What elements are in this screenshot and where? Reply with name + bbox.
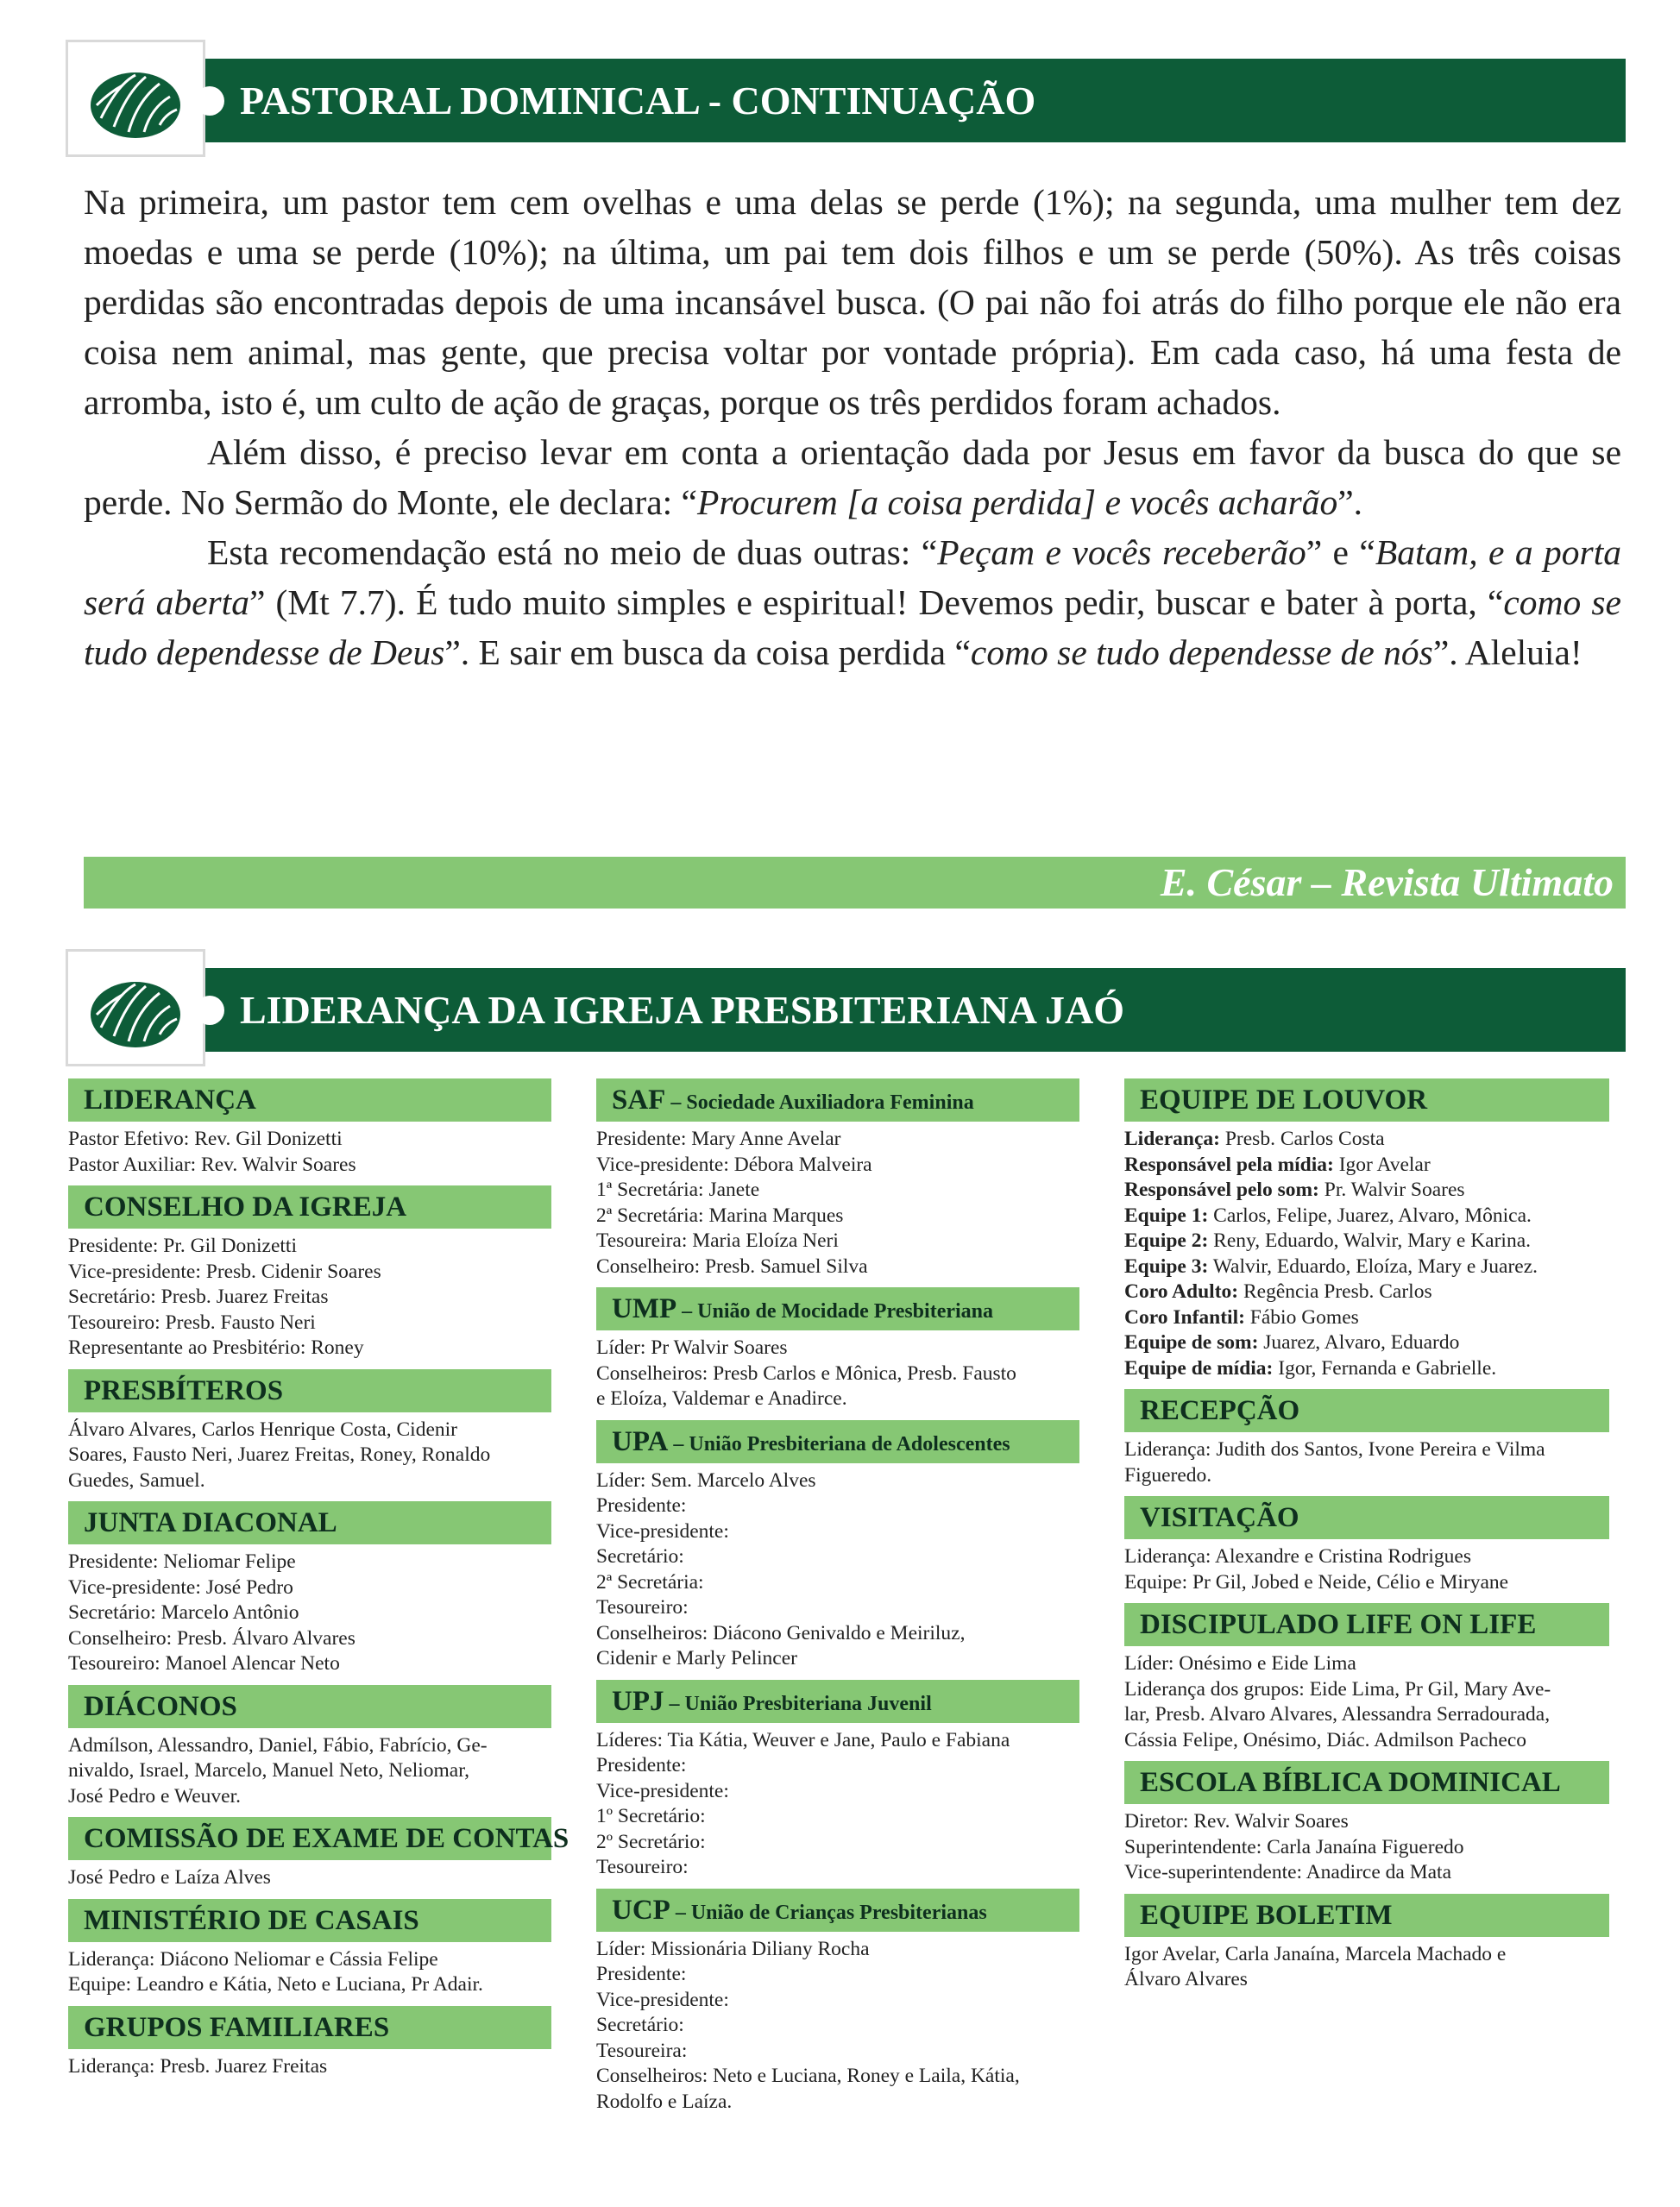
content-line: Presidente: Neliomar Felipe (68, 1550, 296, 1573)
content-line: Representante ao Presbitério: Roney (68, 1336, 364, 1359)
section-heading-subtitle: – União Presbiteriana de Adolescentes (673, 1432, 1010, 1456)
section-heading-title: RECEPÇÃO (1140, 1395, 1300, 1426)
content-line: Líder: Pr Walvir Soares (596, 1336, 788, 1359)
content-line: 2ª Secretária: Marina Marques (596, 1204, 844, 1227)
content-line: Superintendente: Carla Janaína Figueredo (1124, 1835, 1464, 1858)
content-line: Presidente: Mary Anne Avelar (596, 1128, 841, 1150)
section-heading-title: JUNTA DIACONAL (84, 1507, 337, 1538)
content-line: Diretor: Rev. Walvir Soares (1124, 1810, 1349, 1833)
item-key: Coro Adulto: (1124, 1280, 1239, 1303)
section-ump (596, 1287, 1079, 1412)
section-header-pastoral (66, 40, 1626, 157)
item-key: Responsável pela mídia: (1124, 1153, 1334, 1176)
content-line: Presidente: Pr. Gil Donizetti (68, 1235, 297, 1257)
content-line: Figueredo. (1124, 1463, 1212, 1487)
item-value: Igor, Fernanda e Gabrielle. (1278, 1356, 1497, 1380)
content-line: Tesoureiro: Presb. Fausto Neri (68, 1311, 316, 1334)
item-key: Responsável pelo som: (1124, 1179, 1319, 1201)
item-value: Walvir, Eduardo, Eloíza, Mary e Juarez. (1212, 1254, 1538, 1278)
section-content (1124, 1809, 1609, 1886)
content-line: Conselheiros: Neto e Luciana, Roney e Laila, Kátia, (596, 2065, 1020, 2087)
section-heading-title: PRESBÍTEROS (84, 1374, 284, 1406)
item-value: Regência Presb. Carlos (1243, 1280, 1432, 1303)
section-content (596, 1937, 1079, 2116)
section-heading-title: UPJ (612, 1685, 664, 1717)
section-heading-title: SAF (612, 1085, 666, 1116)
content-line: Tesoureiro: Manoel Alencar Neto (68, 1652, 340, 1675)
section-heading-title: CONSELHO DA IGREJA (84, 1192, 407, 1223)
section-content (1124, 1942, 1609, 1993)
quote: Peçam e vocês receberão (937, 532, 1306, 572)
section-heading (596, 1889, 1079, 1932)
section-heading-title: LIDERANÇA (84, 1085, 256, 1116)
item-value: Pr. Walvir Soares (1324, 1179, 1465, 1201)
quote: Batam, e a porta será aberta (84, 532, 1621, 622)
section-title: PASTORAL DOMINICAL - CONTINUAÇÃO (240, 79, 1036, 123)
section-content (68, 2054, 551, 2080)
content-line: Vice-presidente: José Pedro (68, 1575, 293, 1599)
section-content (68, 1418, 551, 1494)
paragraph-1: Na primeira, um pastor tem cem ovelhas e uma delas se perde (1%); na segunda, uma mulher tem dez moedas e uma se perde (10%); na última, um pai tem dois filhos e um se perde (50%). As três coisas perdidas são encontradas depois de uma incansável busca. (O pai não foi atrás do filho porque ele não era coisa nem animal, mas gente, que precisa voltar por vontade própria). Em cada caso, há uma festa de arromba, isto é, um culto de ação de graças, porque os três perdidos foram achados. (84, 182, 1621, 422)
section-content (68, 1550, 551, 1677)
section-heading (68, 1369, 551, 1412)
section-heading (68, 1185, 551, 1229)
content-line: 1º Secretário: (596, 1805, 706, 1827)
content-line: Cidenir e Marly Pelincer (596, 1647, 797, 1669)
content-line: Soares, Fausto Neri, Juarez Freitas, Roney, Ronaldo (68, 1443, 491, 1466)
content-line: Equipe: Pr Gil, Jobed e Neide, Célio e Miryane (1124, 1570, 1509, 1594)
section-heading (1124, 1603, 1609, 1646)
content-line: Líderes: Tia Kátia, Weuver e Jane, Paulo e Fabiana (596, 1728, 1010, 1751)
section-heading (1124, 1496, 1609, 1539)
item-key: Coro Infantil: (1124, 1305, 1245, 1329)
content-line: Rodolfo e Laíza. (596, 2090, 733, 2113)
content-line: e Eloíza, Valdemar e Anadirce. (596, 1387, 847, 1410)
content-line (1124, 1330, 1609, 1356)
section-heading (68, 1685, 551, 1728)
content-line: Vice-presidente: (596, 1988, 729, 2011)
section-heading-title: GRUPOS FAMILIARES (84, 2011, 390, 2043)
content-line: Conselheiros: Presb Carlos e Mônica, Presb. Fausto (596, 1361, 1016, 1385)
content-line (1124, 1178, 1609, 1204)
quote: como se tudo dependesse de nós (970, 632, 1433, 672)
content-line: Tesoureira: (596, 2039, 688, 2062)
item-key: Liderança: (1124, 1128, 1220, 1150)
section-heading (1124, 1894, 1609, 1937)
section-presbiteros (68, 1369, 551, 1494)
section-heading (68, 1817, 569, 1860)
content-line (1124, 1305, 1609, 1331)
section-heading-title: COMISSÃO DE EXAME DE CONTAS (84, 1823, 569, 1854)
section-content (596, 1468, 1079, 1672)
section-heading-title: DIÁCONOS (84, 1690, 237, 1722)
column-1 (68, 1078, 569, 2087)
section-escola-biblica-dominical (1124, 1761, 1609, 1886)
content-line: Líder: Missionária Diliany Rocha (596, 1937, 870, 1960)
content-line: Álvaro Alvares, Carlos Henrique Costa, Cidenir (68, 1418, 457, 1441)
section-heading-subtitle: – União Presbiteriana Juvenil (669, 1692, 932, 1715)
header-notch (195, 86, 224, 116)
section-title: LIDERANÇA DA IGREJA PRESBITERIANA JAÓ (240, 988, 1124, 1032)
section-content (68, 1947, 551, 1998)
section-heading-title: MINISTÉRIO DE CASAIS (84, 1904, 419, 1936)
section-heading-title: UCP (612, 1894, 670, 1926)
content-line: Equipe: Leandro e Kátia, Neto e Luciana, Pr Adair. (68, 1973, 483, 1996)
section-heading (68, 1078, 551, 1122)
content-line: Conselheiro: Presb. Álvaro Alvares (68, 1626, 356, 1650)
content-line: Vice-presidente: Presb. Cidenir Soares (68, 1260, 381, 1283)
section-content (68, 1733, 551, 1810)
section-heading-title: UMP (612, 1293, 677, 1324)
item-key: Equipe de som: (1124, 1331, 1259, 1354)
content-line (1124, 1254, 1609, 1280)
content-line: 1ª Secretária: Janete (596, 1179, 760, 1201)
item-value: Presb. Carlos Costa (1224, 1128, 1385, 1150)
content-line: Liderança: Presb. Juarez Freitas (68, 2054, 328, 2078)
item-value: Juarez, Alvaro, Eduardo (1263, 1331, 1460, 1354)
content-line (1124, 1229, 1609, 1254)
article-body (84, 177, 1621, 677)
section-heading (596, 1078, 1079, 1122)
section-content (596, 1127, 1079, 1280)
section-heading-title: EQUIPE DE LOUVOR (1140, 1085, 1428, 1116)
section-lideranca (68, 1078, 551, 1178)
section-content (68, 1865, 551, 1891)
logo-frame (66, 40, 205, 157)
section-visitacao (1124, 1496, 1609, 1595)
section-content (596, 1336, 1079, 1412)
content-line: Líder: Onésimo e Eide Lima (1124, 1652, 1356, 1675)
content-line: Secretário: Marcelo Antônio (68, 1601, 299, 1624)
item-value: Fábio Gomes (1249, 1305, 1359, 1329)
header-notch (195, 996, 224, 1025)
item-key: Equipe 3: (1124, 1254, 1209, 1278)
item-value: Carlos, Felipe, Juarez, Alvaro, Mônica. (1213, 1204, 1532, 1227)
content-line: lar, Presb. Alvaro Alvares, Alessandra Serradourada, (1124, 1703, 1551, 1726)
section-saf (596, 1078, 1079, 1280)
content-line: Igor Avelar, Carla Janaína, Marcela Machado e (1124, 1942, 1507, 1965)
section-diaconos (68, 1685, 551, 1810)
author-credit: E. César – Revista Ultimato (1160, 860, 1614, 904)
quote: Procurem [a coisa perdida] e vocês acharão (696, 482, 1338, 522)
section-heading (68, 2006, 551, 2049)
content-line: Tesoureiro: (596, 1856, 689, 1878)
section-heading-title: EQUIPE BOLETIM (1140, 1899, 1393, 1931)
content-line: Cássia Felipe, Onésimo, Diác. Admilson Pacheco (1124, 1728, 1527, 1751)
content-line: Pastor Efetivo: Rev. Gil Donizetti (68, 1128, 343, 1150)
section-equipe-de-louvor (1124, 1078, 1609, 1381)
section-ucp (596, 1889, 1079, 2116)
section-heading (1124, 1389, 1609, 1432)
content-line: Secretário: (596, 1545, 684, 1568)
content-line: Pastor Auxiliar: Rev. Walvir Soares (68, 1153, 356, 1176)
content-line: Conselheiro: Presb. Samuel Silva (596, 1254, 868, 1278)
column-2 (596, 1078, 1079, 2122)
section-content (1124, 1651, 1609, 1753)
content-line: Vice-presidente: (596, 1779, 729, 1802)
content-line: Guedes, Samuel. (68, 1468, 205, 1492)
section-content (68, 1127, 551, 1178)
author-bar (84, 857, 1626, 909)
content-line: Vice-presidente: Débora Malveira (596, 1153, 872, 1176)
item-key: Equipe 1: (1124, 1204, 1209, 1227)
section-grupos-familiares (68, 2006, 551, 2080)
bush-logo-icon (84, 58, 187, 144)
content-line (1124, 1127, 1609, 1153)
content-line: Presidente: (596, 1963, 687, 1985)
section-recepcao (1124, 1389, 1609, 1488)
section-heading-title: ESCOLA BÍBLICA DOMINICAL (1140, 1767, 1561, 1798)
content-line: Tesoureiro: (596, 1596, 689, 1619)
section-upj (596, 1680, 1079, 1881)
section-content (1124, 1437, 1609, 1488)
column-3 (1124, 1078, 1609, 2001)
section-heading (596, 1680, 1079, 1723)
section-heading-subtitle: – União de Mocidade Presbiteriana (682, 1300, 994, 1323)
content-line: nivaldo, Israel, Marcelo, Manuel Neto, Neliomar, (68, 1759, 469, 1782)
content-line: Vice-presidente: (596, 1519, 729, 1543)
content-line (1124, 1204, 1609, 1229)
content-line (1124, 1153, 1609, 1179)
section-heading-subtitle: – União de Crianças Presbiterianas (675, 1901, 987, 1924)
section-content (596, 1728, 1079, 1881)
section-heading (596, 1287, 1079, 1330)
content-line: Conselheiros: Diácono Genivaldo e Meiriluz, (596, 1621, 966, 1644)
section-heading (596, 1420, 1079, 1463)
content-line: Tesoureira: Maria Eloíza Neri (596, 1229, 839, 1252)
content-line: Liderança: Diácono Neliomar e Cássia Felipe (68, 1947, 438, 1971)
content-line: Liderança: Judith dos Santos, Ivone Pereira e Vilma (1124, 1438, 1545, 1461)
section-heading-title: VISITAÇÃO (1140, 1502, 1299, 1533)
section-header-lideranca (66, 949, 1626, 1066)
content-line: Presidente: (596, 1754, 687, 1776)
section-upa (596, 1420, 1079, 1672)
section-heading (1124, 1078, 1609, 1122)
content-line: Presidente: (596, 1494, 687, 1517)
section-content (1124, 1127, 1609, 1381)
item-value: Reny, Eduardo, Walvir, Mary e Karina. (1213, 1229, 1532, 1252)
section-comissao-de-exame-de-contas (68, 1817, 569, 1891)
content-line: Líder: Sem. Marcelo Alves (596, 1468, 816, 1492)
section-heading (1124, 1761, 1609, 1804)
content-line: José Pedro e Laíza Alves (68, 1866, 271, 1889)
content-line: Vice-superintendente: Anadirce da Mata (1124, 1861, 1451, 1883)
content-line: Álvaro Alvares (1124, 1968, 1248, 1990)
bush-logo-icon (84, 967, 187, 1053)
section-ministerio-de-casais (68, 1899, 551, 1998)
item-key: Equipe de mídia: (1124, 1356, 1274, 1380)
section-heading-subtitle: – Sociedade Auxiliadora Feminina (670, 1091, 974, 1114)
content-line: 2ª Secretária: (596, 1570, 704, 1594)
quote: como se tudo dependesse de Deus (84, 582, 1621, 672)
paragraph-2: Além disso, é preciso levar em conta a orientação dada por Jesus em favor da busca do que se perde. No Sermão do Monte, ele declara: “Procurem [a coisa perdida] e vocês acharão”. (84, 432, 1621, 522)
content-line (1124, 1280, 1609, 1305)
content-line: Secretário: (596, 2014, 684, 2036)
section-discipulado-life-on-life (1124, 1603, 1609, 1753)
content-line: José Pedro e Weuver. (68, 1784, 241, 1808)
section-equipe-boletim (1124, 1894, 1609, 1993)
item-key: Equipe 2: (1124, 1229, 1209, 1252)
logo-frame (66, 949, 205, 1066)
section-heading-title: DISCIPULADO LIFE ON LIFE (1140, 1609, 1537, 1640)
paragraph-3: Esta recomendação está no meio de duas outras: “Peçam e vocês receberão” e “Batam, e a porta será aberta” (Mt 7.7). É tudo muito simples e espiritual! Devemos pedir, buscar e bater à porta, “como se tudo dependesse de Deus”. E sair em busca da coisa perdida “como se tudo dependesse de nós”. Aleluia! (84, 532, 1621, 672)
section-content (1124, 1544, 1609, 1595)
section-content (68, 1234, 551, 1361)
content-line: Admílson, Alessandro, Daniel, Fábio, Fabrício, Ge- (68, 1733, 488, 1757)
section-junta-diaconal (68, 1501, 551, 1677)
content-line: Liderança dos grupos: Eide Lima, Pr Gil, Mary Ave- (1124, 1677, 1551, 1701)
content-line: 2º Secretário: (596, 1830, 706, 1853)
section-heading (68, 1501, 551, 1544)
section-heading (68, 1899, 551, 1942)
section-conselho-da-igreja (68, 1185, 551, 1361)
section-heading-title: UPA (612, 1425, 669, 1457)
content-line: Secretário: Presb. Juarez Freitas (68, 1286, 329, 1308)
content-line (1124, 1356, 1609, 1382)
item-value: Igor Avelar (1338, 1153, 1431, 1176)
content-line: Liderança: Alexandre e Cristina Rodrigues (1124, 1545, 1471, 1568)
